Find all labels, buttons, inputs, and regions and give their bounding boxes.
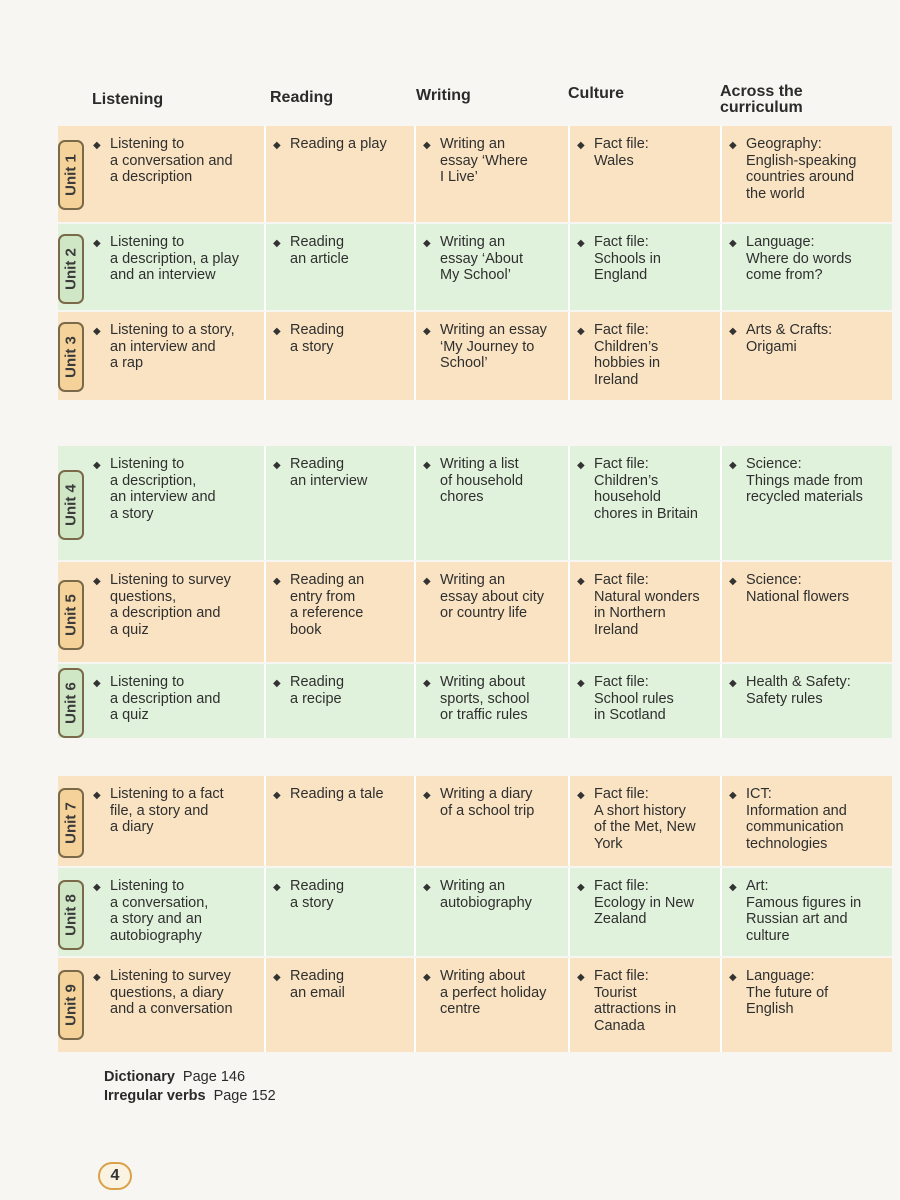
unit-tab[interactable] [58, 788, 84, 858]
writing-cell: ◆ Writing an essay ‘About My School’ [416, 224, 570, 310]
header-reading: Reading [270, 89, 334, 106]
writing-cell: ◆ Writing an essay ‘Where I Live’ [416, 126, 570, 222]
irregular-verbs-page: Page 152 [213, 1088, 276, 1104]
culture-cell: ◆ Fact file: Wales [570, 126, 722, 222]
listening-cell: ◆ Listening to a conversation and a description [86, 126, 266, 222]
header-writing: Writing [416, 87, 471, 104]
across-curriculum-cell: ◆ Science: National flowers [722, 562, 892, 662]
writing-cell: ◆ Writing a list of household chores [416, 446, 570, 560]
unit-tab[interactable] [58, 970, 84, 1040]
across-curriculum-cell: ◆ ICT: Information and communication technologies [722, 776, 892, 866]
header-culture: Culture [568, 85, 624, 102]
unit-row [58, 312, 892, 400]
dictionary-reference[interactable] [104, 1068, 276, 1087]
unit-label: Unit 6 [62, 682, 80, 724]
reading-cell: ◆ Reading an email [266, 958, 416, 1052]
listening-cell: ◆ Listening to a description, a play and an interview [86, 224, 266, 310]
unit-tab[interactable] [58, 580, 84, 650]
listening-cell: ◆ Listening to a story, an interview and a rap [86, 312, 266, 400]
reading-cell: ◆ Reading a recipe [266, 664, 416, 738]
unit-tab[interactable] [58, 880, 84, 950]
unit-label: Unit 8 [62, 894, 80, 936]
reading-cell: ◆ Reading a play [266, 126, 416, 222]
unit-row [58, 126, 892, 222]
across-curriculum-cell: ◆ Geography: English-speaking countries around the world [722, 126, 892, 222]
reading-cell: ◆ Reading an entry from a reference book [266, 562, 416, 662]
listening-cell: ◆ Listening to survey questions, a description and a quiz [86, 562, 266, 662]
dictionary-page: Page 146 [182, 1069, 246, 1085]
listening-cell: ◆ Listening to a description, an interview and a story [86, 446, 266, 560]
reading-cell: ◆ Reading a story [266, 312, 416, 400]
header-across-curriculum: Across the curriculum [720, 83, 803, 116]
column-headers [0, 82, 900, 118]
listening-cell: ◆ Listening to a description and a quiz [86, 664, 266, 738]
unit-row [58, 562, 892, 662]
irregular-verbs-label: Irregular verbs [104, 1088, 206, 1104]
writing-cell: ◆ Writing an autobiography [416, 868, 570, 956]
unit-row [58, 776, 892, 866]
culture-cell: ◆ Fact file: Children’s household chores in Britain [570, 446, 722, 560]
writing-cell: ◆ Writing about sports, school or traffic rules [416, 664, 570, 738]
reading-cell: ◆ Reading a story [266, 868, 416, 956]
culture-cell: ◆ Fact file: Children’s hobbies in Ireland [570, 312, 722, 400]
across-curriculum-cell: ◆ Arts & Crafts: Origami [722, 312, 892, 400]
unit-label: Unit 2 [62, 248, 80, 290]
culture-cell: ◆ Fact file: Schools in England [570, 224, 722, 310]
unit-tab[interactable] [58, 140, 84, 210]
header-listening: Listening [92, 91, 164, 108]
writing-cell: ◆ Writing an essay ‘My Journey to School’ [416, 312, 570, 400]
across-curriculum-cell: ◆ Health & Safety: Safety rules [722, 664, 892, 738]
unit-label: Unit 3 [62, 336, 80, 378]
unit-row [58, 224, 892, 310]
reading-cell: ◆ Reading an interview [266, 446, 416, 560]
across-curriculum-cell: ◆ Language: Where do words come from? [722, 224, 892, 310]
unit-label: Unit 4 [62, 484, 80, 526]
unit-row [58, 868, 892, 956]
listening-cell: ◆ Listening to survey questions, a diary and a conversation [86, 958, 266, 1052]
listening-cell: ◆ Listening to a conversation, a story and an autobiography [86, 868, 266, 956]
page-number: 4 [98, 1162, 132, 1190]
unit-label: Unit 5 [62, 594, 80, 636]
reading-cell: ◆ Reading a tale [266, 776, 416, 866]
across-curriculum-cell: ◆ Art: Famous figures in Russian art and culture [722, 868, 892, 956]
footer-references [104, 1068, 276, 1106]
unit-tab[interactable] [58, 668, 84, 738]
irregular-verbs-reference[interactable] [104, 1087, 276, 1106]
writing-cell: ◆ Writing about a perfect holiday centre [416, 958, 570, 1052]
reading-cell: ◆ Reading an article [266, 224, 416, 310]
unit-label: Unit 9 [62, 984, 80, 1026]
across-curriculum-cell: ◆ Language: The future of English [722, 958, 892, 1052]
unit-label: Unit 1 [62, 154, 80, 196]
unit-tab[interactable] [58, 322, 84, 392]
unit-tab[interactable] [58, 234, 84, 304]
unit-tab[interactable] [58, 470, 84, 540]
unit-row [58, 446, 892, 560]
across-curriculum-cell: ◆ Science: Things made from recycled materials [722, 446, 892, 560]
culture-cell: ◆ Fact file: Natural wonders in Northern Ireland [570, 562, 722, 662]
unit-row [58, 958, 892, 1052]
unit-label: Unit 7 [62, 802, 80, 844]
writing-cell: ◆ Writing an essay about city or country life [416, 562, 570, 662]
culture-cell: ◆ Fact file: School rules in Scotland [570, 664, 722, 738]
listening-cell: ◆ Listening to a fact file, a story and a diary [86, 776, 266, 866]
culture-cell: ◆ Fact file: A short history of the Met, New York [570, 776, 722, 866]
dictionary-label: Dictionary [104, 1069, 175, 1085]
culture-cell: ◆ Fact file: Tourist attractions in Canada [570, 958, 722, 1052]
culture-cell: ◆ Fact file: Ecology in New Zealand [570, 868, 722, 956]
unit-row [58, 664, 892, 738]
writing-cell: ◆ Writing a diary of a school trip [416, 776, 570, 866]
